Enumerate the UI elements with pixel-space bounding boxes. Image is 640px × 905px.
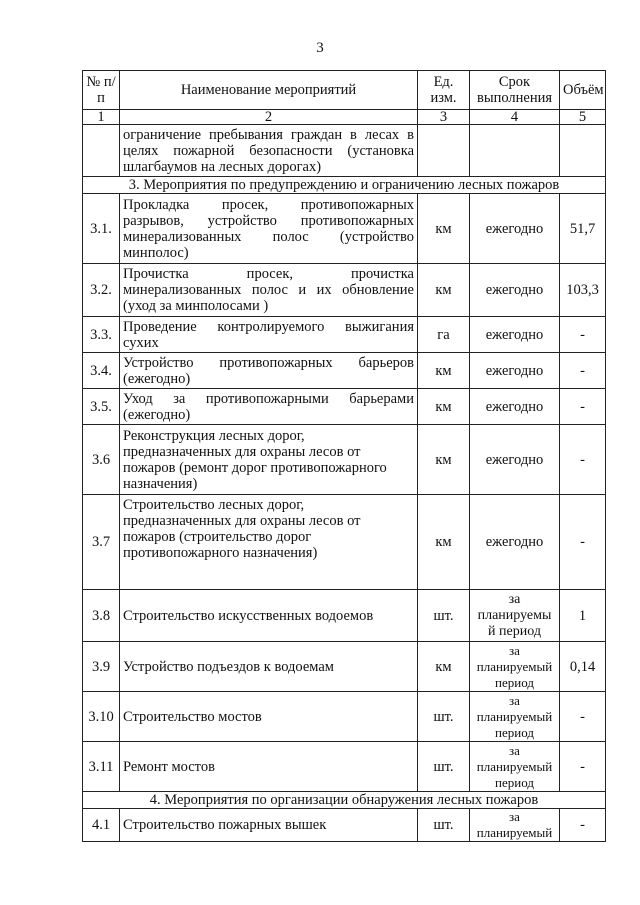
row-term: за планируемы й период <box>470 590 560 642</box>
table-row <box>83 264 606 317</box>
cell-unit <box>418 125 470 177</box>
row-num: 3.6 <box>83 425 120 495</box>
column-numbers-row <box>83 110 606 125</box>
section-row <box>83 792 606 809</box>
row-term: ежегодно <box>470 317 560 353</box>
table-row <box>83 642 606 692</box>
row-volume: - <box>560 809 606 842</box>
row-term: ежегодно <box>470 194 560 264</box>
header-num: № п/п <box>83 71 120 110</box>
table-row <box>83 317 606 353</box>
row-num: 3.1. <box>83 194 120 264</box>
row-term: ежегодно <box>470 425 560 495</box>
row-term: за планируемый <box>470 809 560 842</box>
column-number: 2 <box>120 110 418 125</box>
column-number: 4 <box>470 110 560 125</box>
row-term: ежегодно <box>470 353 560 389</box>
row-num: 4.1 <box>83 809 120 842</box>
table-row <box>83 495 606 590</box>
row-volume: 0,14 <box>560 642 606 692</box>
measures-table <box>82 70 606 842</box>
header-row <box>83 71 606 110</box>
row-name: Прочистка просек, прочистка минерализованных полос и их обновление (уход за минполосами ) <box>120 264 418 317</box>
row-num: 3.9 <box>83 642 120 692</box>
row-unit: шт. <box>418 692 470 742</box>
section-row <box>83 177 606 194</box>
row-term: за планируемый период <box>470 742 560 792</box>
table-row <box>83 742 606 792</box>
header-term: Срок выполнения <box>470 71 560 110</box>
row-unit: шт. <box>418 809 470 842</box>
continuation-text: ограничение пребывания граждан в лесах в целях пожарной безопасности (установка шлагбаумов на лесных дорогах) <box>120 125 418 177</box>
cell-volume <box>560 125 606 177</box>
row-unit: шт. <box>418 590 470 642</box>
row-name: Проведение контролируемого выжигания сухих <box>120 317 418 353</box>
row-unit: шт. <box>418 742 470 792</box>
row-name: Строительство лесных дорог, предназначенных для охраны лесов от пожаров (строительство дорог противопожарного назначения) <box>120 495 418 590</box>
section-4-title: 4. Мероприятия по организации обнаружения лесных пожаров <box>83 792 606 809</box>
row-num: 3.8 <box>83 590 120 642</box>
row-num: 3.5. <box>83 389 120 425</box>
row-num: 3.2. <box>83 264 120 317</box>
table-row <box>83 194 606 264</box>
row-term: за планируемый период <box>470 692 560 742</box>
row-num: 3.11 <box>83 742 120 792</box>
row-unit: км <box>418 642 470 692</box>
row-volume: - <box>560 692 606 742</box>
header-volume: Объём <box>560 71 606 110</box>
header-name: Наименование мероприятий <box>120 71 418 110</box>
cell-num <box>83 125 120 177</box>
row-volume: 1 <box>560 590 606 642</box>
row-unit: км <box>418 353 470 389</box>
row-name: Уход за противопожарными барьерами (ежегодно) <box>120 389 418 425</box>
table-row <box>83 809 606 842</box>
row-name: Прокладка просек, противопожарных разрывов, устройство противопожарных минерализованных полос (устройство минполос) <box>120 194 418 264</box>
row-num: 3.7 <box>83 495 120 590</box>
row-num: 3.4. <box>83 353 120 389</box>
row-name: Строительство пожарных вышек <box>120 809 418 842</box>
row-num: 3.3. <box>83 317 120 353</box>
row-name: Строительство искусственных водоемов <box>120 590 418 642</box>
row-name: Ремонт мостов <box>120 742 418 792</box>
row-volume: 103,3 <box>560 264 606 317</box>
table-row <box>83 590 606 642</box>
row-unit: га <box>418 317 470 353</box>
row-volume: 51,7 <box>560 194 606 264</box>
column-number: 3 <box>418 110 470 125</box>
row-name: Строительство мостов <box>120 692 418 742</box>
column-number: 1 <box>83 110 120 125</box>
row-term: ежегодно <box>470 495 560 590</box>
row-name: Устройство подъездов к водоемам <box>120 642 418 692</box>
row-volume: - <box>560 742 606 792</box>
row-volume: - <box>560 425 606 495</box>
row-volume: - <box>560 389 606 425</box>
column-number: 5 <box>560 110 606 125</box>
table-row <box>83 389 606 425</box>
row-term: ежегодно <box>470 264 560 317</box>
row-volume: - <box>560 353 606 389</box>
row-volume: - <box>560 317 606 353</box>
row-unit: км <box>418 495 470 590</box>
continuation-row <box>83 125 606 177</box>
row-term: за планируемый период <box>470 642 560 692</box>
row-name: Реконструкция лесных дорог, предназначенных для охраны лесов от пожаров (ремонт дорог противопожарного назначения) <box>120 425 418 495</box>
section-3-title: 3. Мероприятия по предупреждению и ограничению лесных пожаров <box>83 177 606 194</box>
page-number: 3 <box>316 40 324 56</box>
row-term: ежегодно <box>470 389 560 425</box>
row-unit: км <box>418 425 470 495</box>
table-row <box>83 353 606 389</box>
table-row <box>83 692 606 742</box>
row-volume: - <box>560 495 606 590</box>
cell-term <box>470 125 560 177</box>
table-row <box>83 425 606 495</box>
row-unit: км <box>418 194 470 264</box>
row-num: 3.10 <box>83 692 120 742</box>
row-unit: км <box>418 389 470 425</box>
row-unit: км <box>418 264 470 317</box>
header-unit: Ед. изм. <box>418 71 470 110</box>
row-name: Устройство противопожарных барьеров (ежегодно) <box>120 353 418 389</box>
